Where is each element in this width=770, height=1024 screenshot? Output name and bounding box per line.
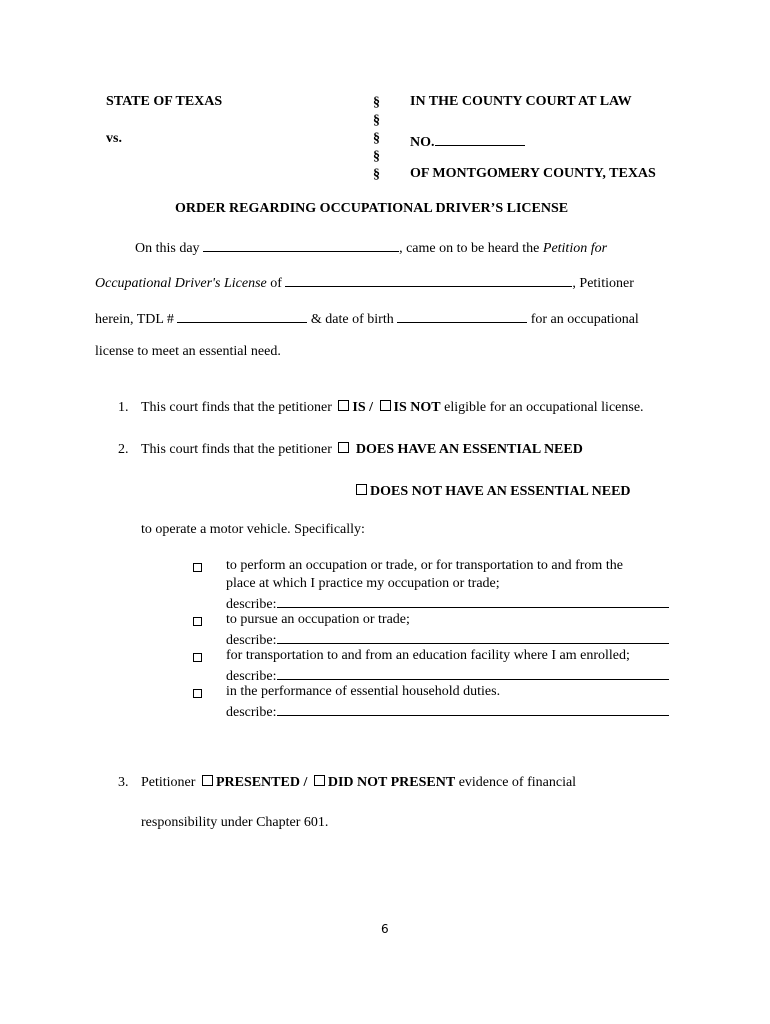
is-not-eligible-checkbox[interactable] xyxy=(380,400,391,411)
did-not-present-checkbox[interactable] xyxy=(314,775,325,786)
presented-checkbox[interactable] xyxy=(202,775,213,786)
describe-label: describe: xyxy=(226,597,277,612)
finding-2-text: This court finds that the petitioner xyxy=(141,442,332,457)
is-eligible-checkbox[interactable] xyxy=(338,400,349,411)
describe-label: describe: xyxy=(226,633,277,648)
tdl-label: herein, TDL # xyxy=(95,312,174,327)
petitioner-name-blank[interactable] xyxy=(285,272,572,287)
option-pursue-checkbox[interactable] xyxy=(193,617,202,626)
page-number: 6 xyxy=(381,922,389,936)
option-occupation-checkbox[interactable] xyxy=(193,563,202,572)
option-household: in the performance of essential household duties. xyxy=(226,684,501,699)
does-not-have-need-row xyxy=(353,484,631,500)
petition-title-part-2: Occupational Driver's License xyxy=(95,276,267,291)
option-household-checkbox[interactable] xyxy=(193,689,202,698)
for-occupational-text: for an occupational xyxy=(530,312,639,327)
describe-row-1 xyxy=(226,594,669,613)
describe-label: describe: xyxy=(226,705,277,720)
tdl-number-blank[interactable] xyxy=(177,308,307,323)
eligible-text: eligible for an occupational license. xyxy=(444,400,644,415)
section-symbol: § xyxy=(373,131,380,146)
did-not-present-label: DID NOT PRESENT xyxy=(327,775,456,790)
option-pursue: to pursue an occupation or trade; xyxy=(226,612,410,627)
dob-label: & date of birth xyxy=(310,312,394,327)
county-name: OF MONTGOMERY COUNTY, TEXAS xyxy=(410,166,656,181)
finding-3-number: 3. xyxy=(118,775,129,790)
describe-blank-1[interactable] xyxy=(277,594,669,608)
option-education-checkbox[interactable] xyxy=(193,653,202,662)
on-this-day-text: On this day xyxy=(135,241,200,256)
finding-3-line-2: responsibility under Chapter 601. xyxy=(141,815,329,830)
petitioner-text: , Petitioner xyxy=(572,276,634,291)
of-text: of xyxy=(270,276,282,291)
option-occupation-line-2: place at which I practice my occupation or trade; xyxy=(226,576,500,591)
financial-evidence-text: evidence of financial xyxy=(458,775,577,790)
presented-label: PRESENTED / xyxy=(215,775,308,790)
describe-row-4 xyxy=(226,702,669,721)
describe-row-3 xyxy=(226,666,669,685)
court-name: IN THE COUNTY COURT AT LAW xyxy=(410,94,632,109)
section-symbol: § xyxy=(373,95,380,110)
option-education: for transportation to and from an education facility where I am enrolled; xyxy=(226,648,630,663)
hearing-date-blank[interactable] xyxy=(203,237,399,252)
came-on-text: , came on to be heard the xyxy=(399,241,540,256)
petitioner-label: Petitioner xyxy=(141,775,196,790)
document-title: ORDER REGARDING OCCUPATIONAL DRIVER’S LICENSE xyxy=(175,201,569,216)
describe-blank-2[interactable] xyxy=(277,630,669,644)
does-not-have-need-label: DOES NOT HAVE AN ESSENTIAL NEED xyxy=(370,484,631,499)
cause-number xyxy=(410,131,525,151)
is-not-label: IS NOT xyxy=(393,400,441,415)
operate-vehicle-text: to operate a motor vehicle. Specifically: xyxy=(141,522,365,537)
describe-blank-4[interactable] xyxy=(277,702,669,716)
intro-line-3 xyxy=(95,308,639,328)
does-not-have-need-checkbox[interactable] xyxy=(356,484,367,495)
finding-2 xyxy=(141,442,583,458)
intro-line-4: license to meet an essential need. xyxy=(95,344,281,359)
option-occupation-line-1: to perform an occupation or trade, or for transportation to and from the xyxy=(226,558,623,573)
section-symbol: § xyxy=(373,167,380,182)
describe-label: describe: xyxy=(226,669,277,684)
finding-3 xyxy=(141,775,576,791)
describe-row-2 xyxy=(226,630,669,649)
finding-2-number: 2. xyxy=(118,442,129,457)
intro-line-2 xyxy=(95,272,634,292)
section-symbol: § xyxy=(373,113,380,128)
is-label: IS / xyxy=(352,400,374,415)
petition-title-part-1: Petition for xyxy=(542,241,608,256)
section-symbol: § xyxy=(373,149,380,164)
describe-blank-3[interactable] xyxy=(277,666,669,680)
finding-1-number: 1. xyxy=(118,400,129,415)
date-of-birth-blank[interactable] xyxy=(397,308,527,323)
finding-1 xyxy=(141,400,644,416)
does-have-need-checkbox[interactable] xyxy=(338,442,349,453)
cause-number-label: NO. xyxy=(410,135,435,150)
does-have-need-label: DOES HAVE AN ESSENTIAL NEED xyxy=(355,442,583,457)
finding-1-text: This court finds that the petitioner xyxy=(141,400,332,415)
cause-number-blank[interactable] xyxy=(435,131,525,146)
versus-label: vs. xyxy=(106,131,122,146)
intro-line-1 xyxy=(135,237,607,257)
state-of-texas: STATE OF TEXAS xyxy=(106,94,223,109)
